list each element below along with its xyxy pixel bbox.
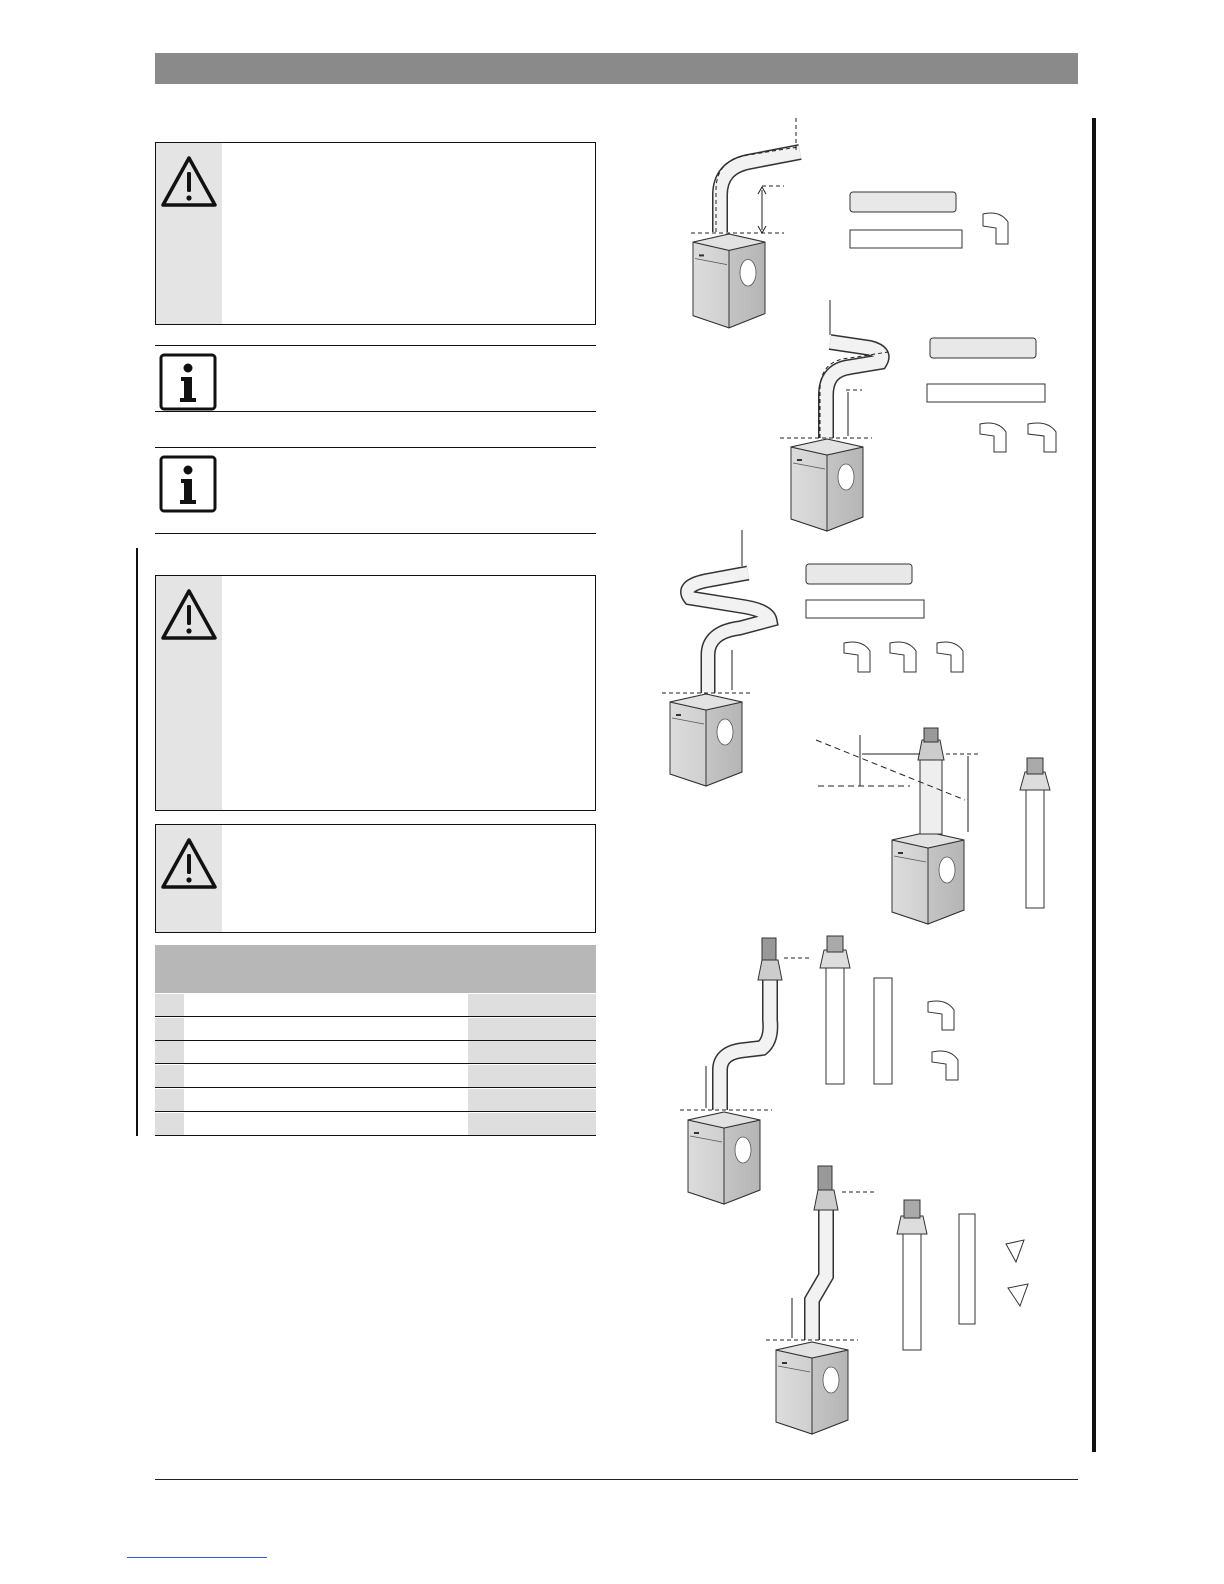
flue-option-vertical-straight xyxy=(816,728,1050,924)
flue-option-vertical-two-90-elbows xyxy=(680,936,958,1204)
flue-option-horizontal-one-elbow xyxy=(691,118,1008,328)
flue-option-vertical-two-45-elbows xyxy=(766,1166,1028,1434)
flue-option-horizontal-three-elbows xyxy=(662,530,963,786)
flue-option-horizontal-two-elbows xyxy=(780,300,1056,531)
